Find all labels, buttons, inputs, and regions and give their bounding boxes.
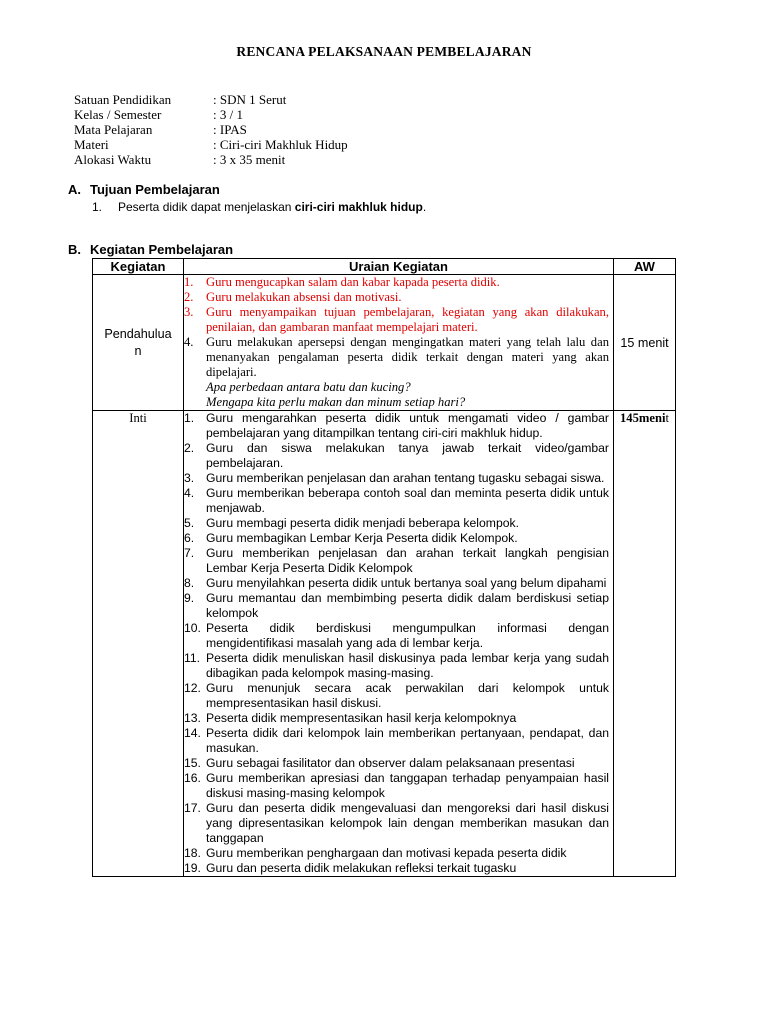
- list-item-number: 11.: [184, 651, 201, 665]
- list-item-text: Peserta didik berdiskusi mengumpulkan informasi dengan mengidentifikasi masalah yang ada di lembar kerja.: [206, 621, 609, 650]
- inti-list: [184, 411, 613, 876]
- list-item-text: Guru membagikan Lembar Kerja Peserta didik Kelompok.: [206, 531, 518, 545]
- list-item-text: Guru memberikan penjelasan dan arahan terkait langkah pengisian Lembar Kerja Peserta Didik Kelompok: [206, 546, 609, 575]
- list-item-number: 3.: [184, 471, 195, 485]
- info-row: [74, 137, 348, 152]
- list-item-number: 14.: [184, 726, 201, 740]
- info-row: [74, 92, 348, 107]
- uraian-cell: [184, 411, 614, 877]
- goal-item: [92, 200, 426, 214]
- aw-value: 145meni: [620, 411, 666, 425]
- list-item-text: Guru memantau dan membimbing peserta didik dalam berdiskusi setiap kelompok: [206, 591, 609, 620]
- list-item-text: Guru mengarahkan peserta didik untuk mengamati video / gambar pembelajaran yang ditampilkan tentang ciri-ciri makhluk hidup.: [206, 411, 609, 440]
- list-item: [184, 681, 613, 711]
- list-item: [184, 651, 613, 681]
- list-item-number: 10.: [184, 621, 201, 635]
- list-item-number: 6.: [184, 531, 195, 545]
- aw-cell: [614, 411, 676, 877]
- list-item-text: Guru memberikan penjelasan dan arahan tentang tugasku sebagai siswa.: [206, 471, 605, 485]
- list-item-number: 12.: [184, 681, 201, 695]
- list-item: [184, 516, 613, 531]
- list-item: [184, 576, 613, 591]
- info-value: : Ciri-ciri Makhluk Hidup: [213, 137, 348, 152]
- list-item-text: Guru menyilahkan peserta didik untuk bertanya soal yang belum dipahami: [206, 576, 607, 590]
- info-row: [74, 152, 348, 167]
- pendahuluan-list: [184, 275, 613, 380]
- apersepsi-question: Apa perbedaan antara batu dan kucing?: [206, 380, 411, 394]
- header-uraian: Uraian Kegiatan: [184, 259, 614, 275]
- section-letter: B.: [68, 242, 81, 257]
- list-item-text: Peserta didik dari kelompok lain memberikan pertanyaan, pendapat, dan masukan.: [206, 726, 609, 755]
- aw-value-tail: t: [665, 411, 669, 425]
- list-item: [184, 411, 613, 441]
- list-item: [184, 531, 613, 546]
- list-item: [184, 726, 613, 756]
- list-item: [184, 335, 613, 380]
- goal-text-end: .: [422, 200, 427, 214]
- list-item-number: 2.: [184, 290, 194, 304]
- list-item-text: Guru menyampaikan tujuan pembelajaran, kegiatan yang akan dilakukan, penilaian, dan gambaran manfaat mempelajari materi.: [206, 305, 609, 334]
- list-item-text: Guru dan peserta didik melakukan refleksi terkait tugasku: [206, 861, 517, 875]
- apersepsi-question: Mengapa kita perlu makan dan minum setiap hari?: [206, 395, 466, 409]
- list-item-text: Guru memberikan apresiasi dan tanggapan terhadap penyampaian hasil diskusi masing-masing kelompok: [206, 771, 609, 800]
- uraian-cell: [184, 275, 614, 411]
- info-row: [74, 122, 348, 137]
- kegiatan-label: [93, 326, 183, 360]
- section-title: Tujuan Pembelajaran: [90, 182, 220, 197]
- list-item: [184, 591, 613, 621]
- list-item-text: Guru membagi peserta didik menjadi beberapa kelompok.: [206, 516, 519, 530]
- table-row-inti: [93, 411, 676, 877]
- list-item-number: 2.: [184, 441, 195, 455]
- list-item-number: 8.: [184, 576, 195, 590]
- info-value: : IPAS: [213, 122, 247, 137]
- list-item: [184, 305, 613, 335]
- list-item-number: 19.: [184, 861, 201, 875]
- list-item-text: Guru dan peserta didik mengevaluasi dan mengoreksi dari hasil diskusi yang dipresentasikan kelompok lain dengan memberikan masukan dan tanggapan: [206, 801, 609, 845]
- section-b-heading: [68, 242, 233, 257]
- list-item-number: 17.: [184, 801, 201, 815]
- goal-text: Peserta didik dapat menjelaskan: [118, 200, 295, 214]
- list-item: [184, 846, 613, 861]
- list-item-number: 3.: [184, 305, 194, 319]
- header-kegiatan: Kegiatan: [93, 259, 184, 275]
- list-item: [184, 621, 613, 651]
- info-value: : 3 x 35 menit: [213, 152, 286, 167]
- list-item: [184, 771, 613, 801]
- list-item-number: 5.: [184, 516, 195, 530]
- info-row: [74, 107, 348, 122]
- list-item: [184, 861, 613, 876]
- aw-cell: 15 menit: [614, 275, 676, 411]
- info-value: : SDN 1 Serut: [213, 92, 287, 107]
- table-row-pendahuluan: [93, 275, 676, 411]
- list-item-number: 4.: [184, 486, 195, 500]
- section-a-heading: [68, 182, 220, 197]
- info-label: Materi: [74, 137, 109, 152]
- table-header-row: [93, 259, 676, 275]
- list-item-text: Guru melakukan apersepsi dengan mengingatkan materi yang telah lalu dan menanyakan pengalaman peserta didik terkait dengan materi yang akan dipelajari.: [206, 335, 609, 379]
- list-item: [184, 275, 613, 290]
- list-item-text: Guru menunjuk secara acak perwakilan dari kelompok untuk mempresentasikan hasil diskusi.: [206, 681, 609, 710]
- list-item-number: 18.: [184, 846, 201, 860]
- list-item: [184, 801, 613, 846]
- list-item-text: Peserta didik menuliskan hasil diskusinya pada lembar kerja yang sudah dibagikan pada kelompok masing-masing.: [206, 651, 609, 680]
- list-item-number: 1.: [184, 411, 195, 425]
- list-item-number: 4.: [184, 335, 194, 349]
- section-title: Kegiatan Pembelajaran: [90, 242, 234, 257]
- info-label: Kelas / Semester: [74, 107, 162, 122]
- kegiatan-cell: [93, 275, 184, 411]
- list-item-number: 1.: [184, 275, 194, 289]
- list-item: [184, 546, 613, 576]
- list-item-text: Guru melakukan absensi dan motivasi.: [206, 290, 402, 304]
- list-item: [184, 441, 613, 471]
- list-item: [184, 756, 613, 771]
- list-item: [184, 290, 613, 305]
- list-item: [184, 471, 613, 486]
- list-item-text: Guru memberikan beberapa contoh soal dan meminta peserta didik untuk menjawab.: [206, 486, 609, 515]
- info-block: [74, 92, 348, 167]
- list-item-number: 16.: [184, 771, 201, 785]
- list-item-text: Guru memberikan penghargaan dan motivasi kepada peserta didik: [206, 846, 567, 860]
- document-title: RENCANA PELAKSANAAN PEMBELAJARAN: [236, 44, 532, 59]
- kegiatan-label-line: n: [134, 343, 142, 358]
- info-label: Mata Pelajaran: [74, 122, 153, 137]
- info-value: : 3 / 1: [213, 107, 243, 122]
- list-item-text: Peserta didik mempresentasikan hasil kerja kelompoknya: [206, 711, 517, 725]
- info-label: Satuan Pendidikan: [74, 92, 172, 107]
- activity-table: [92, 258, 676, 877]
- list-item-text: Guru sebagai fasilitator dan observer dalam pelaksanaan presentasi: [206, 756, 575, 770]
- kegiatan-label-line: Pendahulua: [104, 326, 172, 341]
- list-item-text: Guru dan siswa melakukan tanya jawab terkait video/gambar pembelajaran.: [206, 441, 609, 470]
- list-item-number: 7.: [184, 546, 195, 560]
- list-item: [184, 486, 613, 516]
- list-item-number: 13.: [184, 711, 201, 725]
- goal-text-bold: ciri-ciri makhluk hidup: [294, 200, 423, 214]
- goal-number: 1.: [92, 200, 103, 214]
- list-item-text: Guru mengucapkan salam dan kabar kapada peserta didik.: [206, 275, 500, 289]
- info-label: Alokasi Waktu: [74, 152, 152, 167]
- section-letter: A.: [68, 182, 81, 197]
- list-item-number: 9.: [184, 591, 195, 605]
- list-item: [184, 711, 613, 726]
- list-item-number: 15.: [184, 756, 201, 770]
- kegiatan-label: Inti: [129, 411, 147, 425]
- header-aw: AW: [614, 259, 676, 275]
- kegiatan-cell: [93, 411, 184, 877]
